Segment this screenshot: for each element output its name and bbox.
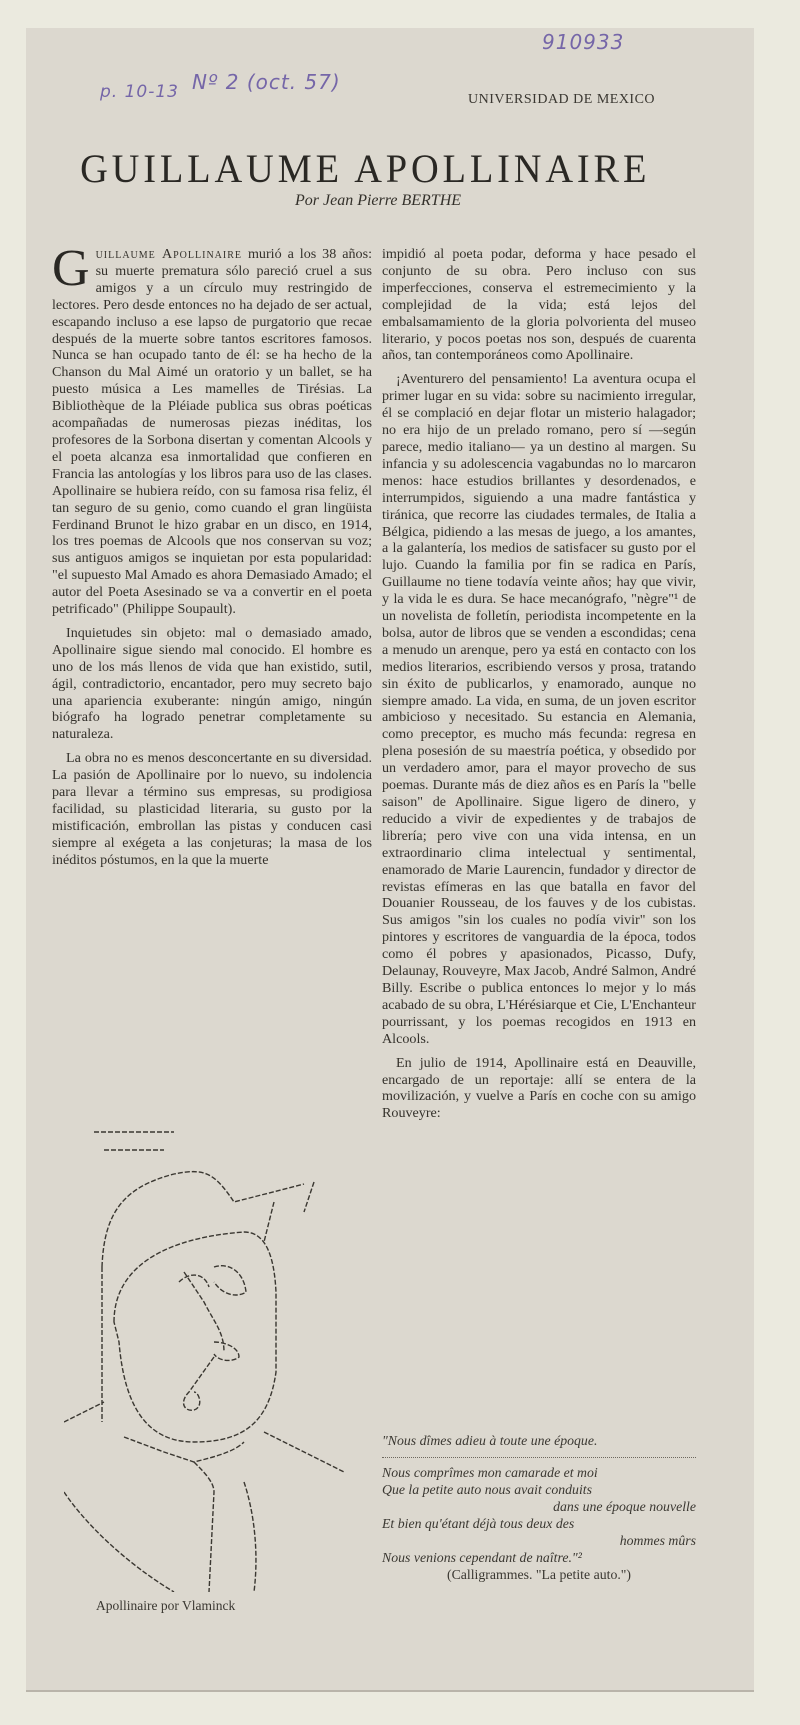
poem-line: Nous comprîmes mon camarade et moi bbox=[382, 1465, 598, 1480]
catalog-number-annotation: 910933 bbox=[542, 30, 625, 54]
poem-line: Que la petite auto nous avait conduits bbox=[382, 1482, 592, 1497]
poem-source: (Calligrammes. "La petite auto.") bbox=[446, 1567, 632, 1582]
journal-name: UNIVERSIDAD DE MEXICO bbox=[468, 92, 656, 107]
byline: Por Jean Pierre BERTHE bbox=[294, 192, 462, 209]
paragraph: Inquietudes sin objeto: mal o demasiado amado, Apollinaire sigue siendo mal conocido. El hombre es uno de los más llenos de vida que han existido, sutil, ágil, contradictorio, encantador, pero muy secreto bajo una apariencia exuberante: ningún amigo, ningún biógrafo ha logrado penetrar completamente su naturaleza. bbox=[52, 624, 372, 743]
paragraph: La obra no es menos desconcertante en su diversidad. La pasión de Apollinaire por lo nuevo, su indolencia para llevar a término sus empresas, su prodigiosa facilidad, su plasticidad literaria, su gusto por la mistificación, embrollan las pistas y conducen casi siempre al exégeta a las conjeturas; la masa de los inéditos póstumos, en la que la muerte bbox=[52, 750, 372, 868]
paragraph: En julio de 1914, Apollinaire está en Deauville, encargado de un reportaje: allí se entera de la movilización, y vuelve a París en coche con su amigo Rouveyre: bbox=[382, 1054, 696, 1122]
page-ref-annotation: p. 10-13 bbox=[100, 82, 179, 102]
paragraph bbox=[52, 240, 372, 618]
figure-caption: Apollinaire por Vlaminck bbox=[96, 1598, 236, 1613]
portrait-drawing bbox=[64, 1092, 364, 1592]
right-column bbox=[382, 246, 696, 1129]
paragraph: ¡Aventurero del pensamiento! La aventura ocupa el primer lugar en su vida: sobre su nacimiento irregular, él se complació en dejar flotar un misterio halagador; no era hijo de un prelado romano, pero sí —según parece, medio italiano— ya un destino al margen. Su infancia y su adolescencia vagabundas no lo marcaron menos: hace estudios brillantes y desordenados, e interrumpidos, siguiendo a una madre fantástica y tiránica, que recorre las ciudades termales, de Italia a Bélgica, pidiendo a las mesas de juego, a los amantes, a la galantería, los medios de satisfacer su gusto por el lujo. Cuando la familia por fin se radica en París, Guillaume no tiene todavía veinte años; hay que vivir, y la vida le es dura. Se hace mecanógrafo, "nègre"¹ de un novelista de folletín, periodista incompetente en la bolsa, autor de libros que se venden a escondidas; cena a menudo un arenque, pero ya está en contacto con los medios literarios, escribiendo versos y prosa, tratando sin éxito de publicarlos, y enamorado, aunque no siempre amado. La vida, en suma, de un joven escritor ambicioso y necesitado. Su estancia en Alemania, como preceptor, es mucho más fecunda: regresa en plena posesión de su maestría poética, y obsedido por un verdadero amor, para el mayor provecho de sus poemas. Durante más de diez años es en París la "belle saison" de Apollinaire. Sigue ligero de dinero, y reducido a vivir de expedientes y de trabajos de librería; pero vive con una vida intensa, en un extraordinario clima intelectual y sentimental, enamorado de Marie Laurencin, fundador y director de revistas efímeras en las que batalla en favor del Douanier Rousseau, de los fauves y de los cubistas. Sus amigos "sin los cuales no podía vivir" son los pintores y escritores de vanguardia de la época, todos como él pobres y apasionados, Picasso, Dufy, Delaunay, Rouveyre, Max Jacob, André Salmon, André Billy. Escribe o publica entonces lo mejor y lo más acabado de su obra, L'Hérésiarque et Cie, L'Enchanteur pourrissant, y los poemas recogidos en 1913 en Alcools. bbox=[382, 371, 696, 1047]
dotted-divider bbox=[382, 1457, 696, 1458]
issue-ref-annotation: Nº 2 (oct. 57) bbox=[192, 70, 341, 94]
poem-line: Nous venions cependant de naître."² bbox=[382, 1550, 582, 1565]
poem-line: "Nous dîmes adieu à toute une époque. bbox=[382, 1433, 598, 1448]
poem-quote bbox=[382, 1432, 696, 1583]
article-title: GUILLAUME APOLLINAIRE bbox=[80, 145, 651, 191]
left-column bbox=[52, 240, 372, 876]
poem-line: hommes mûrs bbox=[619, 1533, 696, 1548]
paragraph: impidió al poeta podar, deforma y hace pesado el conjunto de su obra. Pero incluso con sus imperfecciones, conserva el estremecimiento y la complejidad de la vida; está lejos del embalsamamiento de la gloria polvorienta del museo literario, y pocos poetas nos son, después de cuarenta años, tan contemporáneos como Apollinaire. bbox=[382, 246, 696, 364]
paragraph-text: murió a los 38 años: su muerte prematura sólo pareció cruel a sus amigos y a un círculo muy restringido de lectores. Pero desde entonces no ha dejado de ser actual, escapando incluso a ese lapso de purgatorio que recae después de la muerte sobre tantos escritores famosos. Nunca se han ocupado tanto de él: se ha hecho de la Chanson du Mal Aimé un oratorio y un ballet, se ha puesto música a Les mamelles de Tirésias. La Bibliothèque de la Pléiade publica sus obras poéticas acompañadas de numerosas piezas inéditas, los profesores de la Sorbona disertan y comentan Alcools y el poeta alcanza esa inmortalidad que confieren en Francia las antologías y los libros para uso de las clases. Apollinaire se hubiera reído, con su famosa risa feliz, él tan seguro de su genio, como cuando el gran lingüista Ferdinand Brunot le hizo grabar en un disco, en 1914, los tres poemas de Alcools que nos conservan su voz; sus antiguos amigos se inquietan por esta popularidad: "el supuesto Mal Amado es ahora Demasiado Amado; el autor del Poeta Asesinado se va a convertir en el poeta petrificado" (Philippe Soupault). bbox=[52, 246, 372, 618]
portrait-sketch-icon bbox=[64, 1092, 364, 1592]
poem-line: Et bien qu'étant déjà tous deux des bbox=[382, 1516, 575, 1531]
drop-cap: G bbox=[52, 240, 90, 297]
poem-line: dans une époque nouvelle bbox=[553, 1499, 696, 1514]
lead-smallcaps: uillaume Apollinaire bbox=[95, 246, 243, 262]
